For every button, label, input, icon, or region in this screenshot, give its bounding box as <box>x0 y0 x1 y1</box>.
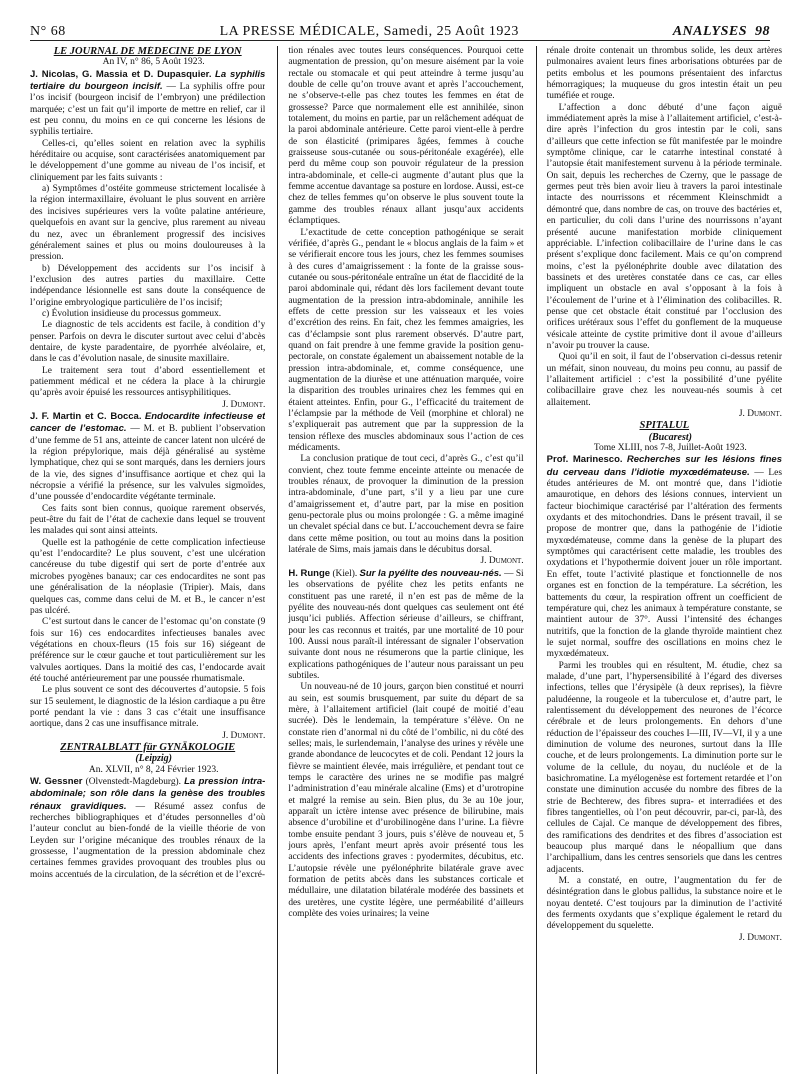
issue-line-lyon: An IV, n° 86, 5 Août 1923. <box>102 57 205 68</box>
journal-heading-spitalul: SPITALUL <box>639 420 690 432</box>
article-marinesco <box>547 454 782 660</box>
journal-title: LA PRESSE MÉDICALE, Samedi, 25 Août 1923 <box>219 24 519 39</box>
article-authors: J. F. Martin et C. Bocca. <box>30 411 142 422</box>
article-authors: J. Nicolas, G. Massia et D. Dupasquier. <box>30 68 212 80</box>
column-2 <box>277 46 523 1074</box>
paragraph: Un nouveau-né de 10 jours, garçon bien constitué et nourri au sein, est soumis brusquement, par suite du départ de sa mère, à l’allaitement artificiel (lait coupé de moitié d’eau sucrée). Dès le lendemain, la température s’élève. On ne constate rien d’anormal ni du côté de l’ombilic, ni du côté des selles; mais, le surlendemain, l’analyse des urines y révèle une grande abondance de leucocytes et de coli. Pendant 12 jours la fièvre se maintient élevée, mais irrégulière, et pendant tout ce temps le caractère des urines ne se modifie pas malgré l’administration d’eau minérale alcaline (Ems) et d’urotropine et malgré la remise au sein. Bien plus, du 3e au 10e jour, apparaît un ictère intense avec présence de bilirubine, mais absence d’urobiline et d’urobilinogène dans l’urine. La fièvre tombe ensuite pendant 3 jours, puis s’élève de nouveau et, 5 jours après, l’enfant meurt après avoir présenté tous les accidents des infections graves : pyodermites, décubitus, etc. L’autopsie révèle une pyélonéphrite bilatérale grave avec formation de petits abcès dans les substances corticale et médullaire, une dilatation bilatérale modérée des bassinets et des uretères, une cystite légère, une perméabilité d’ailleurs complète des voies urinaires; la veine <box>288 682 524 920</box>
article-affiliation: (Olvenstedt-Magdeburg). <box>85 777 181 787</box>
paragraph: rénale droite contenait un thrombus solide, les deux artères pulmonaires avaient leurs fines arborisations obturées par de petits embolus et les poumons présentaient des infarctus hémorragiques; la muqueuse du gros intestin était un peu tuméfiée et rouge. <box>546 46 782 102</box>
page-folio: 98 <box>754 24 770 39</box>
journal-heading-zentralblatt: ZENTRALBLATT für GYNÄKOLOGIE <box>60 741 236 753</box>
paragraph: C’est surtout dans le cancer de l’estomac qu’on constate (9 fois sur 16) ces endocardites infectieuses banales avec végétations en choux-fleurs (15 fois sur 16) siégeant de préférence sur le cœur gauche et tout particulièrement sur les valvules aortiques. Dans la moitié des cas, l’endocarde avait été touché antérieurement par une poussée rhumatismale. <box>30 617 266 684</box>
columns <box>30 46 782 1074</box>
article-title: La syphilis tertiaire du bourgeon incisif. <box>30 68 266 93</box>
paragraph: Parmi les troubles qui en résultent, M. étudie, chez sa malade, d’une part, l’hypersensibilité à l’égard des diverses infections, telles que l’érysipèle (à deux reprises), la fièvre paludéenne, la rougeole et la tuberculose et, d’autre part, le ralentissement du développement des neurones de l’écorce cérébrale et de leurs prolongements. En dehors d’une réduction de l’épaisseur des couches I—III, IV—VI, il y a une diminution de volume des neurones, surtout dans la IIIe couche, et de leurs prolongements. La diminution porte sur le volume de la cellule, du noyau, du nucléole et de la basichromatine. La myélogenèse est fortement retardée et l’on constate une diminution accusée du nombre des fibres de la strie de Bechterew, des fibres supra- et interradiées et des fibres tangentielles, où l’on peut découvrir, par-ci, par-là, des cellules de Cajal. Ce manque de développement des fibres, des ramifications des dendrites et des fibres d’association est beaucoup plus marqué dans le néopallium que dans l’archipallium, dans les centres sensoriels que dans les centres adjacents. <box>546 660 782 875</box>
paragraph: L’exactitude de cette conception pathogénique se serait vérifiée, d’après G., pendant le « blocus anglais de la faim » et se vérifierait encore tous les jours, chez les femmes soumises à des cures d’amaigrissement : la fonte de la graisse sous-cutanée ou sous-péritonéale entraîne un état de flaccidité de la paroi abdominale qui, rédant dès lors facilement devant toute augmentation de la pression intra-abdominale, annihile les effets de cette pression sur les vaisseaux et les voies d’excrétion des reins. En fait, chez les femmes amaigries, les cas d’éclampsie sont plus rarement observés. D’autre part, quand on fait prendre à une femme gravide la position genu-pectorale, on constate également un abaissement notable de la pression intra-abdominale, et, comme conséquence, une augmentation de la diurèse et une atténuation marquée, voire la disparition des troubles urinaires chez les femmes qui en étaient atteintes. Enfin, pour G., l’efficacité du traitement de l’éclampsie par la méthode de Veil (morphine et chloral) ne s’expliquerait pas autrement que par la suppression de la tension réflexe des muscles abdominaux sous l’action de ces médicaments. <box>288 227 524 454</box>
article-runge <box>288 568 523 682</box>
article-authors: W. Gessner <box>30 776 83 787</box>
paragraph: Quelle est la pathogénie de cette complication infectieuse qu’est l’endocardite? Le plus souvent, c’est une ulcération cancéreuse du tube digestif qui sert de porte d’entrée aux microbes pyogènes banaux; car ces endocardites ne sont pas une généralisation de la néoplasie (Tripier). Mais, dans quelques cas, comme dans celui de M. et B., le cancer n’est pas ulcéré. <box>30 537 266 616</box>
article-text: — Si les observations de pyélite chez les petits enfants ne constituent pas une rareté, il n’en est pas de même de la pyélite des nouveau-nés dont quelques cas seulement ont été jusqu’ici publiés. Affection sérieuse d’ailleurs, se chiffrant, pour les cas reconnus et traités, par une mortalité de 10 pour 100. Aussi nous paraît-il intéressant de signaler l’observation suivante dont nous ne résumerons que la partie clinique, les explications pathogéniques de l’auteur nous paraissant un peu subtiles. <box>288 568 524 681</box>
article-title: Sur la pyélite des nouveau-nés. <box>359 567 502 579</box>
article-title: La pression intra-abdominale; son rôle dans la genèse des troubles rénaux gravidiques. <box>30 776 266 812</box>
paragraph: Le diagnostic de tels accidents est facile, à condition d’y penser. Parfois on devra le discuter surtout avec celui d’abcès dentaire, de kyste paradentaire, de pyorrhée alvéolaire, et, dans le cas d’évolution nasale, de sinusite maxillaire. <box>30 320 266 365</box>
signature: J. Dumont. <box>222 399 266 410</box>
column-3 <box>536 46 782 1074</box>
article-affiliation: (Kiel). <box>332 568 358 579</box>
paragraph: Ces faits sont bien connus, quoique rarement observés, peut-être du fait de l’état de cachexie dans lequel se trouvent les malades qui sont ainsi atteints. <box>30 503 266 537</box>
paragraph: Quoi qu’il en soit, il faut de l’observation ci-dessus retenir un méfait, sinon nouveau, du moins peu connu, au passif de l’allaitement artificiel : c’est la possibilité d’une pyélite colibacillaire grave chez les nouveau-nés soumis à cet allaitement. <box>546 352 782 408</box>
column-1 <box>30 46 265 1074</box>
issue-line-zentralblatt: An. XLVII, n° 8, 24 Février 1923. <box>88 764 219 775</box>
article-martin <box>30 411 265 504</box>
signature: J. Dumont. <box>480 556 524 567</box>
section-name: ANALYSES <box>672 24 747 39</box>
article-authors: Prof. Marinesco. <box>546 454 623 466</box>
paragraph: Celles-ci, qu’elles soient en relation avec la syphilis héréditaire ou acquise, sont caractérisées anatomiquement par le développement d’une gomme au niveau de l’os incisif, et cliniquement par les faits suivants : <box>30 138 266 183</box>
paragraph: c) Évolution insidieuse du processus gommeux. <box>42 308 222 319</box>
issue-line-spitalul: Tome XLIII, nos 7-8, Juillet-Août 1923. <box>593 443 747 454</box>
paragraph: b) Développement des accidents sur l’os incisif à l’exclusion des autres parties du maxillaire. Cette indépendance lésionnelle est sans doute la conséquence de l’origine embryologique particulière de l’os incisif; <box>30 263 266 308</box>
signature: J. Dumont. <box>222 730 266 741</box>
article-nicolas <box>30 69 265 139</box>
paragraph: M. a constaté, en outre, l’augmentation du fer de désintégration dans le globus pallidus, la substance noire et le noyau denteté. C’est toujours par la diminution de l’activité des ferments oxydants que s’explique également le retard du développement du squelette. <box>546 876 782 932</box>
section-label <box>673 24 770 40</box>
article-text: — La syphilis offre pour l’os incisif (bourgeon incisif de l’embryon) une prédilection marquée; c’est un fait qu’il importe de mettre en relief, car il est peu connu, du moins en ce qui concerne les lésions de syphilis tertiaire. <box>30 82 266 138</box>
paragraph: Le traitement sera tout d’abord essentiellement et patiemment médical et ne cédera la place à la chirurgie qu’après avoir épuisé les ressources antisyphilitiques. <box>30 365 266 399</box>
paragraph: tion rénales avec toutes leurs conséquences. Pourquoi cette augmentation de pression, qu’on mesure aisément par la voie rectale ou stomacale et qui peut atteindre à terme jusqu’au double de celle qu’on trouve avant et après l’accouchement, ne s’observe-t-elle pas chez toutes les femmes en état de grossesse? Parce que normalement elle est annihilée, sinon totalement, du moins en partie, par un relâchement adéquat de la paroi abdominale antérieure. Cette paroi vient-elle à perdre de son élasticité (primipares âgées, femmes à couche graisseuse sous-cutanée ou sous-péritonéale exagérée), elle perd du même coup son pouvoir régulateur de la pression intra-abdominale, et celle-ci augmente d’autant plus que la femme accentue davantage sa posture en lordose. Aussi, est-ce chez de telles femmes qu’on observe le plus souvent toute la gamme des troubles rénaux allant jusqu’aux accidents éclamptiques. <box>288 46 524 227</box>
page-number-label: N° 68 <box>30 24 66 39</box>
article-title: Endocardite infectieuse et cancer de l’estomac. <box>30 411 266 435</box>
page-header <box>30 14 770 41</box>
signature: J. Dumont. <box>738 932 782 943</box>
paragraph: L’affection a donc débuté d’une façon aiguë immédiatement après la mise à l’allaitement artificiel, c’est-à-dire après l’infection du gros intestin par le coli, sans d’ailleurs que cette infection se fût manifestée par le moindre symptôme clinique, car le catarrhe intestinal constaté à l’autopsie était manifestement survenu à la période terminale. On sait, depuis les recherches de Czerny, que le passage de germes peut très bien avoir lieu à travers la paroi intestinale intacte des nourrissons et récemment Kleinschmidt a démontré que, dans nombre de cas, on trouve des bactéries et, en particulier, du coli dans l’urine des nourrissons n’ayant présenté aucune manifestation morbide cliniquement appréciable. L’infection colibacillaire de l’urine dans le cas présent s’explique donc facilement. Mais ce qu’on comprend moins, c’est la pyélonéphrite double avec dilatation des bassinets et des uretères constatée dans ce cas, car elles impliquent un obstacle en aval s’opposant à la fois à l’écoulement de l’urine et à l’élimination des colibacilles. R. pense que cet obstacle était constitué par l’occlusion des orifices urétéraux sous l’effet du gonflement de la muqueuse vésicale atteinte de cystite primitive dont il avoue d’ailleurs n’avoir pu trouver la cause. <box>546 102 782 351</box>
paragraph: La conclusion pratique de tout ceci, d’après G., c’est qu’il convient, chez toute femme enceinte atteinte ou menacée de troubles rénaux, de provoquer la diminution de la pression intra-abdominale, d’une part, s’il y a lieu par une cure d’amaigrissement et, d’autre part, par la mise en position genu-pectorale plus ou moins prolongée : G. a même imaginé un chevalet spécial dans ce but. L’accouchement devra se faire dans cette même position, ou tout au moins dans la position latérale de Sims, mais jamais dans le décubitus dorsal. <box>288 454 524 556</box>
article-authors: H. Runge <box>288 567 331 579</box>
article-text: — Les études antérieures de M. ont montré que, dans l’idiotie amaurotique, en dehors des lésions connues, intervient un facteur biochimique caractérisé par l’altération des ferments oxydants et des mitochondries. Dans le présent travail, il se propose de montrer que, dans la pathogénie de l’idiotie myxœdémateuse, comme dans la genèse de la plupart des symptômes qui caractérisent cette maladie, les troubles des oxydations et l’hypothermie doivent jouer un rôle important. En effet, toute l’activité plastique et fonctionnelle de nos organes est en fonction de la température. La sécrétion, les battements du cœur, la respiration offrent un coefficient de température qui, chez les animaux à température constante, se maintient autour de 37°. Aussi l’intensité des échanges nutritifs, que la fonction de la glande thyroïde maintient chez le sujet normal, souffre des oscillations en moins chez le myxœdémateux. <box>546 467 782 660</box>
signature: J. Dumont. <box>738 409 782 419</box>
journal-city-leipzig: (Leipzig) <box>135 753 172 765</box>
journal-heading-lyon: LE JOURNAL DE MÉDECINE DE LYON <box>53 46 242 57</box>
paragraph: a) Symptômes d’ostéite gommeuse strictement localisée à la région intermaxillaire, évoluant le plus souvent en arrière des incisives supérieures vers la voûte palatine antérieure, quelquefois en avant sur la gencive, plus rarement au niveau du nez, avec un ébranlement progressif des incisives généralement saines et plus ou moins douloureuses à la pression. <box>30 184 266 263</box>
journal-city-bucarest: (Bucarest) <box>648 431 692 443</box>
article-text: — Résumé assez confus de recherches bibliographiques et d’études personnelles d’où l’auteur conclut au bien-fondé de la vieille théorie de von Leyden sur l’origine mécanique des troubles rénaux de la grossesse, l’augmentation de la pression abdominale chez certaines femmes gravides provoquant des troubles plus ou moins accentués de la circulation, de la sécrétion et de l’excré- <box>30 801 266 880</box>
article-title: Recherches sur les lésions fines du cerveau dans l’idiotie myxœdémateuse. <box>546 454 782 478</box>
paragraph: Le plus souvent ce sont des découvertes d’autopsie. 5 fois sur 15 seulement, le diagnostic de la lésion cardiaque a pu être porté pendant la vie : dans 3 cas c’était une insuffisance aortique, dans 2 cas une insuffisance mitrale. <box>30 685 266 730</box>
article-gessner <box>30 776 265 881</box>
article-text: — M. et B. publient l’observation d’une femme de 51 ans, atteinte de cancer latent non ulcéré de la région prépylorique, mais déjà généralisé au système lymphatique, chez qui se sont marqués, dans les derniers jours de la vie, des signes d’insuffisance aortique et chez qui la nécropsie a vérifié la présence, sur les valvules sigmoïdes, d’une poussée d’endocardite végétante terminale. <box>30 424 266 503</box>
